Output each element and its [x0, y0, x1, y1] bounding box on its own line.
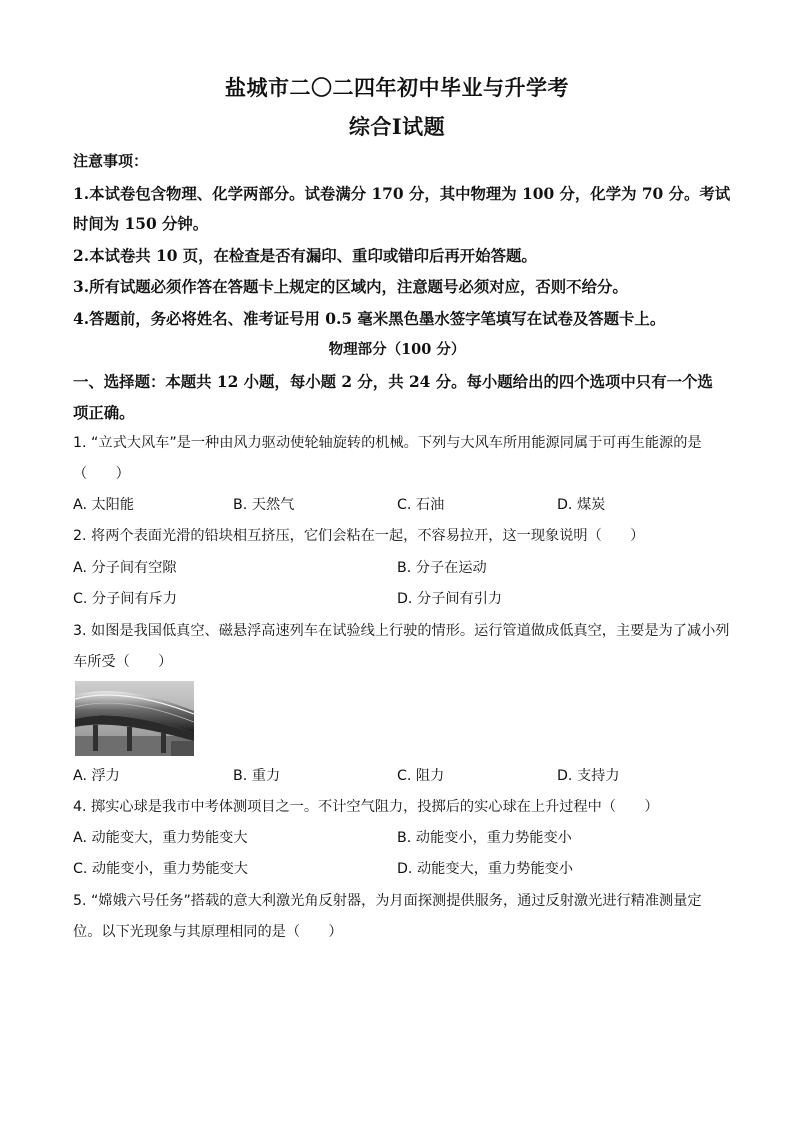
question-5-stem: 5. “嫦娥六号任务”搭载的意大利激光角反射器，为月面探测提供服务，通过反射激光进行精准测量定 — [73, 893, 702, 909]
question-3-stem: 3. 如图是我国低真空、磁悬浮高速列车在试验线上行驶的情形。运行管道做成低真空，主要是为了减小列 — [73, 623, 730, 639]
question-1-option-b: B. 天然气 — [233, 497, 295, 513]
part-one-heading-cont: 项正确。 — [73, 404, 135, 422]
question-3-stem-cont: 车所受（ ） — [73, 654, 173, 670]
question-4-option-a: A. 动能变大，重力势能变大 — [73, 830, 248, 846]
part-one-heading: 一、选择题：本题共 12 小题，每小题 2 分，共 24 分。每小题给出的四个选项中只有一个选 — [73, 373, 713, 391]
notice-item-3: 3.所有试题必须作答在答题卡上规定的区域内，注意题号必须对应，否则不给分。 — [73, 278, 628, 296]
question-5-stem-cont: 位。以下光现象与其原理相同的是（ ） — [73, 924, 343, 940]
question-4-option-b: B. 动能变小，重力势能变小 — [397, 830, 572, 846]
question-1-stem: 1. “立式大风车”是一种由风力驱动使轮轴旋转的机械。下列与大风车所用能源同属于可再生能源的是 — [73, 435, 702, 451]
physics-section-title: 物理部分（100 分） — [328, 341, 466, 358]
question-2-option-b: B. 分子在运动 — [397, 560, 487, 576]
question-1-option-a: A. 太阳能 — [73, 497, 135, 513]
question-1-option-d: D. 煤炭 — [557, 497, 606, 513]
question-2-option-d: D. 分子间有引力 — [397, 591, 503, 607]
question-4-option-d: D. 动能变大，重力势能变小 — [397, 861, 574, 877]
question-1-option-c: C. 石油 — [397, 497, 445, 513]
notice-item-1-cont: 时间为 150 分钟。 — [73, 215, 209, 233]
notice-item-1: 1.本试卷包含物理、化学两部分。试卷满分 170 分，其中物理为 100 分，化学为 70 分。考试 — [73, 185, 731, 203]
notice-item-2: 2.本试卷共 10 页，在检查是否有漏印、重印或错印后再开始答题。 — [73, 247, 537, 265]
notice-heading: 注意事项： — [73, 152, 149, 170]
question-3-option-a: A. 浮力 — [73, 768, 120, 784]
maglev-train-photo — [75, 681, 194, 756]
exam-title: 盐城市二〇二四年初中毕业与升学考 — [225, 75, 569, 100]
question-4-option-c: C. 动能变小，重力势能变大 — [73, 861, 248, 877]
notice-item-4: 4.答题前，务必将姓名、准考证号用 0.5 毫米黑色墨水签字笔填写在试卷及答题卡上。 — [73, 310, 666, 328]
question-1-blank: （ ） — [73, 466, 130, 482]
exam-subtitle: 综合Ⅰ试题 — [348, 114, 446, 139]
question-3-option-b: B. 重力 — [233, 768, 281, 784]
question-2-stem: 2. 将两个表面光滑的铅块相互挤压，它们会粘在一起，不容易拉开，这一现象说明（ ） — [73, 528, 645, 544]
question-4-stem: 4. 掷实心球是我市中考体测项目之一。不计空气阻力，投掷后的实心球在上升过程中（ ） — [73, 799, 659, 815]
question-2-option-a: A. 分子间有空隙 — [73, 560, 177, 576]
question-3-option-c: C. 阻力 — [397, 768, 445, 784]
question-2-option-c: C. 分子间有斥力 — [73, 591, 178, 607]
question-3-option-d: D. 支持力 — [557, 768, 620, 784]
